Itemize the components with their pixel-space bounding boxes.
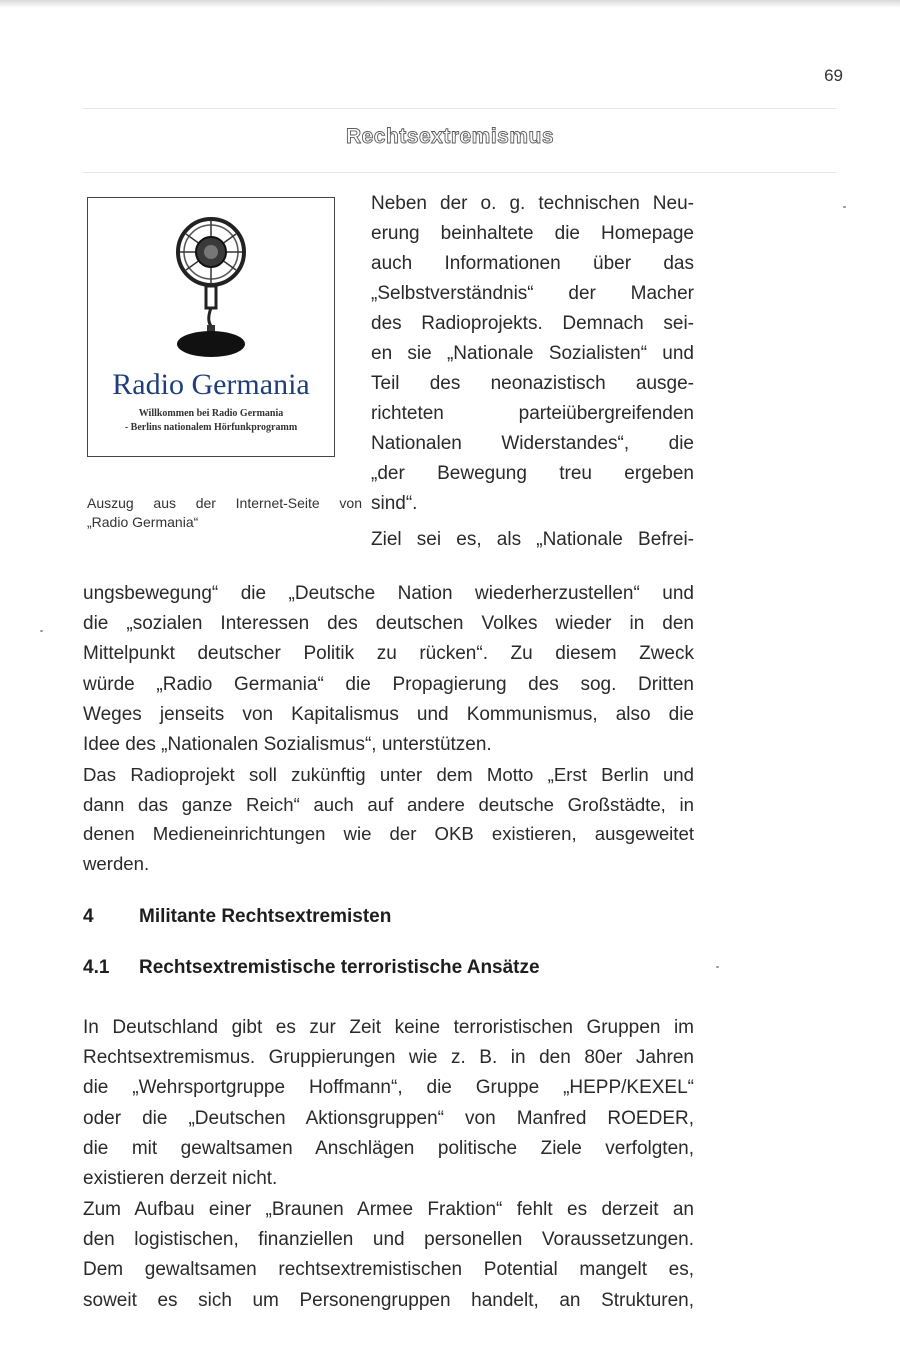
paragraph-line: würde „Radio Germania“ die Propagierung des sog. Dritten (83, 673, 694, 695)
paragraph-line: oder die „Deutschen Aktionsgruppen“ von Manfred ROEDER, (83, 1107, 694, 1129)
scan-speck (843, 206, 846, 208)
figure-subtitle-line-2: - Berlins nationalem Hörfunkprogramm (124, 422, 298, 433)
header-rule-top (83, 108, 836, 109)
column-line: en sie „Nationale Sozialisten“ und (371, 343, 694, 364)
section-title: Rechtsextremistische terroristische Ansätze (139, 957, 540, 978)
radio-germania-figure (87, 197, 335, 457)
paragraph-line: die mit gewaltsamen Anschlägen politische Ziele verfolgten, (83, 1137, 694, 1159)
paragraph-4 (83, 1195, 694, 1316)
section-number: 4 (83, 906, 94, 927)
paragraph-line: den logistischen, finanziellen und personellen Voraussetzungen. (83, 1229, 694, 1251)
column-line: Neben der o. g. technischen Neu- (371, 193, 694, 214)
microphone-icon (162, 204, 260, 364)
paragraph-line: In Deutschland gibt es zur Zeit keine terroristischen Gruppen im (83, 1017, 694, 1038)
paragraph-line: werden. (83, 852, 150, 874)
section-title: Militante Rechtsextremisten (139, 906, 392, 927)
column-line: auch Informationen über das (371, 253, 694, 274)
column-line: Ziel sei es, als „Nationale Befrei- (371, 529, 694, 550)
column-line: Nationalen Widerstandes“, die (371, 433, 694, 454)
figure-subtitle-line-1: Willkommen bei Radio Germania (138, 408, 284, 419)
paragraph-line: Das Radioprojekt soll zukünftig unter dem Motto „Erst Berlin und (83, 764, 694, 785)
paragraph-line: soweit es sich um Personengruppen handelt, an Strukturen, (83, 1289, 694, 1311)
section-heading-4-1 (83, 957, 540, 979)
right-column-text (371, 189, 694, 555)
figure-radio-title: Radio Germania (112, 368, 310, 401)
paragraph-line: dann das ganze Reich“ auch auf andere deutsche Großstädte, in (83, 793, 694, 815)
caption-line-2: „Radio Germania“ (87, 514, 199, 530)
paragraph-line: Rechtsextremismus. Gruppierungen wie z. B. in den 80er Jahren (83, 1047, 694, 1069)
caption-line-1: Auszug aus der Internet-Seite von (87, 495, 362, 511)
paragraph-2 (83, 760, 694, 878)
paragraph-line: Idee des „Nationalen Sozialismus“, unterstützen. (83, 734, 492, 756)
column-line: Teil des neonazistisch ausge- (371, 373, 694, 394)
section-number: 4.1 (83, 957, 110, 978)
paragraph-line: die „sozialen Interessen des deutschen Volkes wieder in den (83, 613, 694, 635)
paragraph-line: Mittelpunkt deutscher Politik zu rücken“. Zu diesem Zweck (83, 643, 694, 665)
page-number: 69 (824, 66, 843, 85)
column-line: „der Bewegung treu ergeben (371, 463, 694, 484)
column-line: sind“. (371, 493, 418, 514)
scan-speck (40, 630, 43, 632)
paragraph-3 (83, 1013, 694, 1194)
column-line: richteten parteiübergreifenden (371, 403, 694, 424)
column-line: erung beinhaltete die Homepage (371, 223, 694, 244)
paragraph-line: existieren derzeit nicht. (83, 1168, 278, 1190)
paragraph-1 (83, 579, 694, 760)
paragraph-line: Dem gewaltsamen rechtsextremistischen Potential mangelt es, (83, 1259, 694, 1281)
scan-edge-shadow (0, 0, 900, 8)
paragraph-line: ungsbewegung“ die „Deutsche Nation wiederherzustellen“ und (83, 583, 694, 604)
figure-caption (87, 494, 362, 532)
paragraph-line: Weges jenseits von Kapitalismus und Kommunismus, also die (83, 703, 694, 725)
paragraph-line: Zum Aufbau einer „Braunen Armee Fraktion“ fehlt es derzeit an (83, 1199, 694, 1220)
paragraph-line: die „Wehrsportgruppe Hoffmann“, die Gruppe „HEPP/KEXEL“ (83, 1077, 694, 1099)
paragraph-line: denen Medieneinrichtungen wie der OKB existieren, ausgeweitet (83, 823, 694, 844)
column-line: „Selbstverständnis“ der Macher (371, 283, 694, 304)
column-line: des Radioprojekts. Demnach sei- (371, 313, 694, 334)
running-header: Rechtsextremismus (345, 125, 555, 148)
header-rule-bottom (83, 172, 836, 173)
scan-speck (716, 966, 719, 968)
section-heading-4 (83, 906, 391, 928)
